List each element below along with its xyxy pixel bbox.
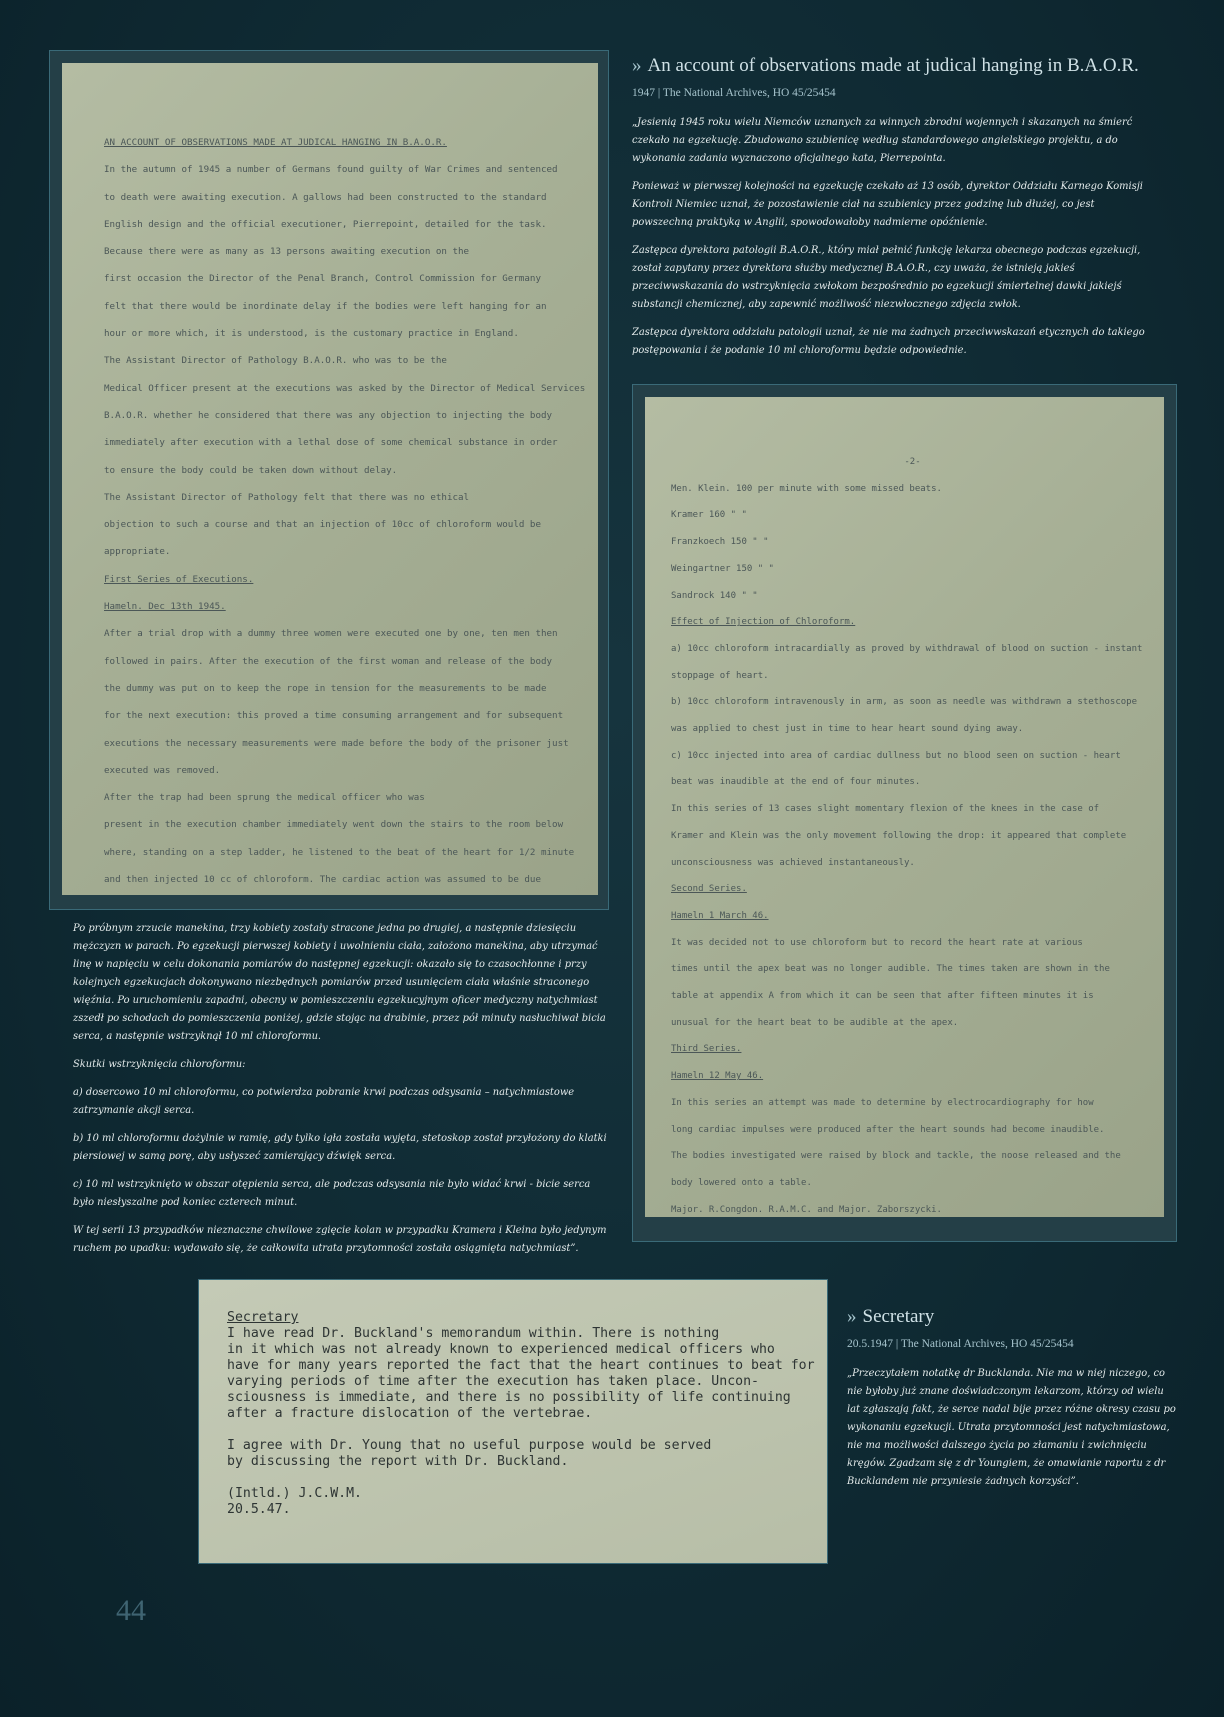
document-line: After the trap had been sprung the medical officer who was <box>104 792 425 804</box>
document-line: objection to such a course and that an injection of 10cc of chloroform would be <box>104 519 541 531</box>
document-line: for the next execution: this proved a time consuming arrangement and for subsequent <box>104 710 564 722</box>
document-line: Medical Officer present at the executions was asked by the Director of Medical Services <box>104 382 586 394</box>
document-line: It was decided not to use chloroform but to record the heart rate at various <box>671 937 1083 948</box>
document-line: varying periods of time after the execution has taken place. Uncon- <box>227 1374 759 1389</box>
document-line: Sandrock 140 " " <box>671 590 758 601</box>
paragraph: a) dosercowo 10 ml chloroformu, co potwierdza pobranie krwi podczas odsysania – natychmiastowe zatrzymanie akcji serca. <box>73 1087 575 1116</box>
document-line: was applied to chest just in time to hear heart sound dying away. <box>671 724 1024 735</box>
document-line: Franzkoech 150 " " <box>671 537 769 548</box>
document-line: Men. Klein. 100 per minute with some missed beats. <box>671 483 942 494</box>
paragraph: „Przeczytałem notatkę dr Bucklanda. Nie ma w niej niczego, co nie byłoby już znane doświadczonym lekarzom, którzy od wielu lat zgłaszają fakt, że serce nadal bije przez różne okresy czasu po wykonaniu egzekucji. Utrata przytomności jest natychmiastowa, nie ma możliwości dalszego życia po złamaniu i zwichnięciu kręgów. Zgadzam się z dr Youngiem, że omawianie raportu z dr Bucklandem nie przyniesie żadnych korzyści”. <box>847 1368 1176 1487</box>
document-paper-1 <box>62 63 598 895</box>
paragraph: W tej serii 13 przypadków nieznaczne chwilowe zgięcie kolan w przypadku Kramera i Kleina było jedynym ruchem po upadku: wydawało się, że całkowita utrata przytomności została osiągnięta natychmiast”. <box>73 1225 607 1254</box>
document-line: I agree with Dr. Young that no useful purpose would be served <box>227 1438 712 1453</box>
document-line: in it which was not already known to experienced medical officers who <box>227 1342 775 1357</box>
document-line: Kramer and Klein was the only movement following the drop: it appeared that complete <box>671 830 1127 841</box>
section-source-2: 20.5.1947 | The National Archives, HO 45/25454 <box>847 1338 1074 1350</box>
document-line: Hameln. Dec 13th 1945. <box>104 601 226 613</box>
paragraph: Skutki wstrzyknięcia chloroformu: <box>73 1059 246 1070</box>
document-paper-3 <box>199 1280 827 1563</box>
document-line: appropriate. <box>104 546 171 558</box>
document-line: After a trial drop with a dummy three women were executed one by one, ten men then <box>104 628 558 640</box>
paragraph: Po próbnym zrzucie manekina, trzy kobiety zostały stracone jedna po drugiej, a następnie dziesięciu mężczyzn w parach. Po egzekucji pierwszej kobiety i uwolnieniu ciała, założono manekina, aby utrzymać linę w napięciu w celu dokonania pomiarów do następnej egzekucji: okazało się to czasochłonne i przy kolejnych egzekucjach dokonywano niezbędnych pomiarów przed usunięciem ciała właśnie straconego więźnia. Po uruchomieniu zapadni, obecny w pomieszczeniu egzekucyjnym oficer medyczny natychmiast zszedł po schodach do pomieszczenia poniżej, gdzie stojąc na drabinie, przez pół minuty nasłuchiwał bicia serca, a następnie wstrzyknął 10 ml chloroformu. <box>73 923 606 1042</box>
document-line: after a fracture dislocation of the vertebrae. <box>227 1406 593 1421</box>
document-line: present in the execution chamber immediately went down the stairs to the room below <box>104 819 564 831</box>
document-line: Second Series. <box>671 884 747 895</box>
document-paper-2 <box>645 397 1164 1217</box>
paragraph: Ponieważ w pierwszej kolejności na egzekucję czekało aż 13 osób, dyrektor Oddziału Karnego Komisji Kontroli Niemiec uznał, że pozostawienie ciał na szubienicy przez godzinę lub dłużej, co jest powszechną praktyką w Anglii, spowodowałoby nadmierne opóźnienie. <box>632 181 1143 228</box>
document-line: body lowered onto a table. <box>671 1177 812 1188</box>
document-line: stoppage of heart. <box>671 670 769 681</box>
document-line: immediately after execution with a lethal dose of some chemical substance in order <box>104 437 558 449</box>
document-line: Hameln 12 May 46. <box>671 1071 764 1082</box>
document-line: the dummy was put on to keep the rope in tension for the measurements to be made <box>104 682 547 694</box>
document-line: have for many years reported the fact that the heart continues to beat for <box>227 1358 815 1373</box>
document-line: (Intld.) J.C.W.M. <box>227 1486 362 1501</box>
document-line: B.A.O.R. whether he considered that there was any objection to injecting the body <box>104 409 553 421</box>
paragraph: b) 10 ml chloroformu dożylnie w ramię, gdy tylko igła została wyjęta, stetoskop został przyłożony do klatki piersiowej w samą porę, aby usłyszeć zamierający dźwięk serca. <box>73 1133 607 1162</box>
document-line: b) 10cc chloroform intravenously in arm, as soon as needle was withdrawn a stethoscope <box>671 697 1137 708</box>
document-line: Major. R.Congdon. R.A.M.C. and Major. Zaborszycki. <box>671 1204 942 1215</box>
document-line: long cardiac impulses were produced after the heart sounds had become inaudible. <box>671 1124 1105 1135</box>
paragraph: „Jesienią 1945 roku wielu Niemców uznanych za winnych zbrodni wojennych i skazanych na śmierć czekało na egzekucję. Zbudowano szubienicę według standardowego angielskiego projektu, a do wykonania zadania wyznaczono oficjalnego kata, Pierrepointa. <box>632 117 1133 164</box>
document-line: a) 10cc chloroform intracardially as proved by withdrawal of blood on suction - instant <box>671 643 1143 654</box>
document-line: The Assistant Director of Pathology felt that there was no ethical <box>104 491 470 503</box>
page-number: 44 <box>116 1594 146 1627</box>
document-line: AN ACCOUNT OF OBSERVATIONS MADE AT JUDICAL HANGING IN B.A.O.R. <box>104 137 447 148</box>
document-line: I have read Dr. Buckland's memorandum within. There is nothing <box>227 1326 720 1341</box>
document-line: to death were awaiting execution. A gallows had been constructed to the standard <box>104 191 547 203</box>
document-line: executions the necessary measurements were made before the body of the prisoner just <box>104 737 569 749</box>
paragraph: Zastępca dyrektora patologii B.A.O.R., który miał pełnić funkcję lekarza obecnego podczas egzekucji, został zapytany przez dyrektora służby medycznej B.A.O.R., czy uważa, że istnieją jakieś przeciwwskazania do wstrzyknięcia zwłokom bezpośrednio po egzekucji śmiertelnej dawki jakiejś substancji chemicznej, aby zapewnić możliwość niezwłocznego zdjęcia zwłok. <box>632 245 1141 310</box>
document-line: where, standing on a step ladder, he listened to the beat of the heart for 1/2 minute <box>104 846 575 858</box>
document-line: to ensure the body could be taken down without delay. <box>104 464 398 476</box>
section-title-1: » An account of observations made at judical hanging in B.A.O.R. <box>632 55 1139 76</box>
document-line: times until the apex beat was no longer audible. The times taken are shown in the <box>671 964 1110 975</box>
document-line: and then injected 10 cc of chloroform. The cardiac action was assumed to be due <box>104 874 541 886</box>
paragraph: c) 10 ml wstrzyknięto w obszar otępienia serca, ale podczas odsysania nie było widać krwi - bicie serca było niesłyszalne pod koniec czterech minut. <box>73 1179 591 1208</box>
document-line: beat was inaudible at the end of four minutes. <box>671 777 921 788</box>
document-line: The Assistant Director of Pathology B.A.O.R. who was to be the <box>104 355 447 367</box>
document-line: Kramer 160 " " <box>671 510 747 521</box>
document-line: by discussing the report with Dr. Buckland. <box>227 1454 569 1469</box>
document-line <box>104 893 584 895</box>
document-line: table at appendix A from which it can be seen that after fifteen minutes it is <box>671 991 1094 1002</box>
document-line: 20.5.47. <box>227 1502 291 1517</box>
document-line <box>227 1422 807 1438</box>
document-line: unusual for the heart beat to be audible at the apex. <box>671 1017 959 1028</box>
document-line <box>227 1470 807 1486</box>
document-line: hour or more which, it is understood, is the customary practice in England. <box>104 328 519 340</box>
document-line: In this series an attempt was made to determine by electrocardiography for how <box>671 1097 1094 1108</box>
document-line: c) 10cc injected into area of cardiac dullness but no blood seen on suction - heart <box>671 750 1121 761</box>
document-line: -2- <box>904 457 921 467</box>
document-line: followed in pairs. After the execution of the first woman and release of the body <box>104 655 553 667</box>
document-line: first occasion the Director of the Penal Branch, Control Commission for Germany <box>104 273 541 285</box>
paragraph: Zastępca dyrektora oddziału patologii uznał, że nie ma żadnych przeciwwskazań etycznych do takiego postępowania i że podanie 10 ml chloroformu będzie odpowiednie. <box>632 327 1145 356</box>
document-line: felt that there would be inordinate delay if the bodies were left hanging for an <box>104 300 547 312</box>
document-line: First Series of Executions. <box>104 573 254 585</box>
section-source-1: 1947 | The National Archives, HO 45/25454 <box>632 87 836 99</box>
document-line: unconsciousness was achieved instantaneously. <box>671 857 915 868</box>
section-2-text <box>847 1365 1177 1501</box>
document-line: Weingartner 150 " " <box>671 563 774 574</box>
document-line: Hameln 1 March 46. <box>671 910 769 921</box>
document-line: English design and the official executioner, Pierrepoint, detailed for the task. <box>104 218 547 230</box>
document-line: Third Series. <box>671 1044 742 1055</box>
document-scan-3 <box>198 1279 828 1564</box>
section-1-continued-text <box>73 920 608 1268</box>
document-scan-1 <box>49 50 609 910</box>
document-scan-2 <box>632 384 1177 1242</box>
document-line: Because there were as many as 13 persons awaiting execution on the <box>104 246 470 258</box>
document-line: In this series of 13 cases slight momentary flexion of the knees in the case of <box>671 804 1100 815</box>
document-line: The bodies investigated were raised by block and tackle, the noose released and the <box>671 1151 1121 1162</box>
document-line: In the autumn of 1945 a number of Germans found guilty of War Crimes and sentenced <box>104 164 558 176</box>
document-line: Effect of Injection of Chloroform. <box>671 617 856 628</box>
section-title-2: » Secretary <box>847 1306 935 1327</box>
document-line: sciousness is immediate, and there is no possibility of life continuing <box>227 1390 791 1405</box>
document-line: executed was removed. <box>104 764 221 776</box>
section-1-text <box>632 114 1152 370</box>
document-line: Secretary <box>227 1310 299 1325</box>
